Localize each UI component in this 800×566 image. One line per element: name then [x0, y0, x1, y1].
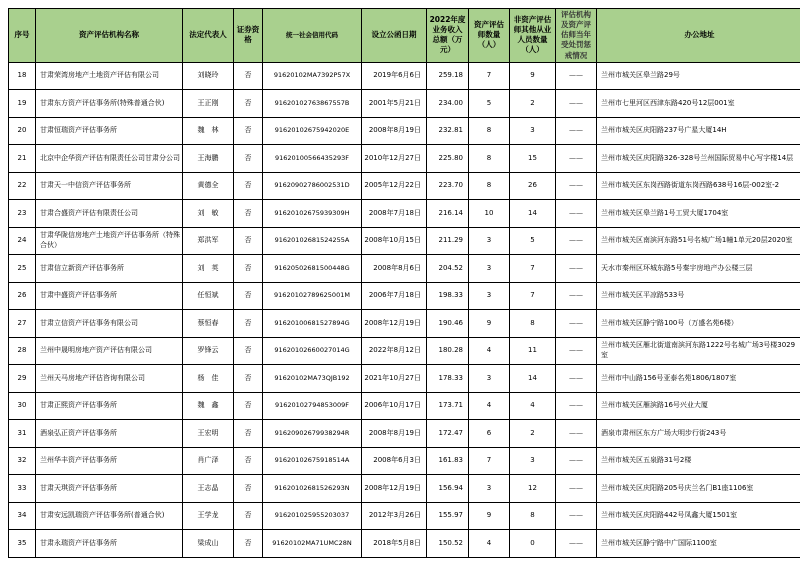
cell-credit_code: 91620502681500448G — [263, 255, 362, 283]
cell-penalty: —— — [556, 310, 597, 338]
cell-address: 兰州市七里河区西津东路420号12层001室 — [597, 90, 800, 118]
cell-penalty: —— — [556, 90, 597, 118]
cell-address: 兰州市城关区庆阳路442号凤鑫大厦1501室 — [597, 502, 800, 530]
cell-name: 甘肃东方资产评估事务所(特殊普通合伙) — [36, 90, 183, 118]
cell-penalty: —— — [556, 392, 597, 420]
cell-established: 2008年7月18日 — [362, 200, 427, 228]
cell-established: 2006年7月18日 — [362, 282, 427, 310]
cell-securities: 否 — [234, 62, 263, 90]
cell-non_appraisers: 2 — [510, 90, 556, 118]
cell-appraisers: 8 — [469, 172, 510, 200]
cell-non_appraisers: 8 — [510, 310, 556, 338]
cell-credit_code: 91620100681527894G — [263, 310, 362, 338]
cell-non_appraisers: 0 — [510, 530, 556, 558]
cell-securities: 否 — [234, 282, 263, 310]
cell-legal_rep: 魏 林 — [183, 117, 234, 145]
cell-non_appraisers: 3 — [510, 447, 556, 475]
cell-penalty: —— — [556, 447, 597, 475]
cell-securities: 否 — [234, 172, 263, 200]
table-row — [9, 447, 800, 475]
cell-securities: 否 — [234, 310, 263, 338]
cell-securities: 否 — [234, 365, 263, 393]
cell-address: 兰州市城关区平凉路533号 — [597, 282, 800, 310]
table-row — [9, 62, 800, 90]
cell-securities: 否 — [234, 337, 263, 365]
cell-appraisers: 3 — [469, 255, 510, 283]
table-row — [9, 90, 800, 118]
cell-legal_rep: 梁成山 — [183, 530, 234, 558]
cell-non_appraisers: 2 — [510, 420, 556, 448]
cell-name: 兰州华丰资产评估事务所 — [36, 447, 183, 475]
cell-penalty: —— — [556, 117, 597, 145]
cell-index: 22 — [9, 172, 36, 200]
cell-penalty: —— — [556, 255, 597, 283]
cell-appraisers: 10 — [469, 200, 510, 228]
table-row — [9, 475, 800, 503]
col-header-address: 办公地址 — [597, 9, 800, 63]
cell-established: 2005年12月22日 — [362, 172, 427, 200]
cell-non_appraisers: 26 — [510, 172, 556, 200]
table-row — [9, 227, 800, 255]
cell-name: 甘肃信立新资产评估事务所 — [36, 255, 183, 283]
cell-credit_code: 91620102MA7392P57X — [263, 62, 362, 90]
cell-name: 甘肃合盛资产评估有限责任公司 — [36, 200, 183, 228]
table-row — [9, 172, 800, 200]
cell-established: 2021年10月27日 — [362, 365, 427, 393]
cell-index: 28 — [9, 337, 36, 365]
cell-appraisers: 9 — [469, 502, 510, 530]
cell-legal_rep: 蔡恒春 — [183, 310, 234, 338]
cell-appraisers: 7 — [469, 62, 510, 90]
cell-penalty: —— — [556, 145, 597, 173]
cell-address: 兰州市城关区南滨河东路51号名城广场1幢1单元20层2020室 — [597, 227, 800, 255]
cell-penalty: —— — [556, 420, 597, 448]
col-header-name: 资产评估机构名称 — [36, 9, 183, 63]
cell-income: 232.81 — [427, 117, 469, 145]
header-row — [9, 9, 800, 63]
cell-legal_rep: 王学龙 — [183, 502, 234, 530]
cell-established: 2008年6月3日 — [362, 447, 427, 475]
cell-appraisers: 4 — [469, 392, 510, 420]
cell-name: 甘肃中盛资产评估事务所 — [36, 282, 183, 310]
cell-name: 甘肃天一中信资产评估事务所 — [36, 172, 183, 200]
cell-income: 156.94 — [427, 475, 469, 503]
cell-address: 兰州市城关区东岗西路街道东岗西路638号16层-002室-2 — [597, 172, 800, 200]
cell-credit_code: 91620102763867557B — [263, 90, 362, 118]
spreadsheet-page — [8, 8, 800, 558]
cell-securities: 否 — [234, 255, 263, 283]
cell-legal_rep: 王宏明 — [183, 420, 234, 448]
cell-appraisers: 3 — [469, 282, 510, 310]
table-row — [9, 255, 800, 283]
cell-securities: 否 — [234, 90, 263, 118]
cell-penalty: —— — [556, 227, 597, 255]
cell-established: 2008年10月15日 — [362, 227, 427, 255]
cell-income: 180.28 — [427, 337, 469, 365]
cell-non_appraisers: 8 — [510, 502, 556, 530]
table-body — [9, 62, 800, 557]
cell-legal_rep: 黄德全 — [183, 172, 234, 200]
cell-index: 34 — [9, 502, 36, 530]
cell-name: 甘肃永瑞资产评估事务所 — [36, 530, 183, 558]
col-header-credit_code: 统一社会信用代码 — [263, 9, 362, 63]
cell-income: 223.70 — [427, 172, 469, 200]
cell-address: 酒泉市肃州区东方广场大明步行街243号 — [597, 420, 800, 448]
col-header-income: 2022年度业务收入总额（万元） — [427, 9, 469, 63]
cell-non_appraisers: 15 — [510, 145, 556, 173]
cell-established: 2008年8月6日 — [362, 255, 427, 283]
table-row — [9, 310, 800, 338]
cell-appraisers: 9 — [469, 310, 510, 338]
cell-address: 兰州市城关区雁滨路16号兴业大厦 — [597, 392, 800, 420]
cell-non_appraisers: 12 — [510, 475, 556, 503]
cell-legal_rep: 刘晓玲 — [183, 62, 234, 90]
cell-credit_code: 91620100566435293F — [263, 145, 362, 173]
cell-name: 兰州天马房地产评估咨询有限公司 — [36, 365, 183, 393]
cell-income: 161.83 — [427, 447, 469, 475]
cell-index: 33 — [9, 475, 36, 503]
cell-credit_code: 916201025955203037 — [263, 502, 362, 530]
table-row — [9, 365, 800, 393]
cell-established: 2008年8月19日 — [362, 420, 427, 448]
cell-established: 2008年12月19日 — [362, 475, 427, 503]
cell-credit_code: 91620102MA73QJB192 — [263, 365, 362, 393]
cell-appraisers: 3 — [469, 475, 510, 503]
cell-securities: 否 — [234, 420, 263, 448]
cell-appraisers: 8 — [469, 117, 510, 145]
cell-non_appraisers: 11 — [510, 337, 556, 365]
cell-index: 26 — [9, 282, 36, 310]
cell-legal_rep: 魏 鑫 — [183, 392, 234, 420]
cell-address: 兰州市城关区皋兰路1号工贸大厦1704室 — [597, 200, 800, 228]
cell-index: 24 — [9, 227, 36, 255]
cell-index: 23 — [9, 200, 36, 228]
cell-legal_rep: 任恒斌 — [183, 282, 234, 310]
appraisal-institutions-table — [8, 8, 800, 558]
cell-established: 2022年8月12日 — [362, 337, 427, 365]
cell-address: 兰州市中山路156号亚泰名苑1806/1807室 — [597, 365, 800, 393]
cell-appraisers: 7 — [469, 447, 510, 475]
cell-address: 兰州市城关区静宁路100号（万盛名苑6楼） — [597, 310, 800, 338]
cell-income: 259.18 — [427, 62, 469, 90]
cell-index: 19 — [9, 90, 36, 118]
cell-securities: 否 — [234, 530, 263, 558]
cell-non_appraisers: 5 — [510, 227, 556, 255]
table-row — [9, 145, 800, 173]
cell-penalty: —— — [556, 282, 597, 310]
cell-address: 兰州市城关区雁北街道南滨河东路1222号名城广场3号楼3029室 — [597, 337, 800, 365]
cell-legal_rep: 郑洪军 — [183, 227, 234, 255]
cell-penalty: —— — [556, 172, 597, 200]
cell-non_appraisers: 4 — [510, 392, 556, 420]
cell-credit_code: 91620102675939309H — [263, 200, 362, 228]
cell-index: 18 — [9, 62, 36, 90]
cell-address: 兰州市城关区静宁路中广国际1100室 — [597, 530, 800, 558]
col-header-legal_rep: 法定代表人 — [183, 9, 234, 63]
cell-income: 204.52 — [427, 255, 469, 283]
cell-address: 天水市秦州区环城东路5号秦宇房地产办公楼三层 — [597, 255, 800, 283]
cell-legal_rep: 罗锋云 — [183, 337, 234, 365]
cell-income: 155.97 — [427, 502, 469, 530]
cell-penalty: —— — [556, 475, 597, 503]
cell-credit_code: 91620102675942020E — [263, 117, 362, 145]
cell-index: 25 — [9, 255, 36, 283]
cell-legal_rep: 刘 敏 — [183, 200, 234, 228]
cell-name: 甘肃荣湾房地产土地资产评估有限公司 — [36, 62, 183, 90]
cell-income: 173.71 — [427, 392, 469, 420]
cell-name: 甘肃恒瑞资产评估事务所 — [36, 117, 183, 145]
col-header-securities: 证券资格 — [234, 9, 263, 63]
cell-index: 21 — [9, 145, 36, 173]
cell-name: 甘肃正熙资产评估事务所 — [36, 392, 183, 420]
cell-index: 29 — [9, 365, 36, 393]
cell-legal_rep: 王正刚 — [183, 90, 234, 118]
cell-credit_code: 91620902786002531D — [263, 172, 362, 200]
cell-appraisers: 8 — [469, 145, 510, 173]
cell-securities: 否 — [234, 200, 263, 228]
col-header-non_appraisers: 非资产评估师其他从业人员数量（人） — [510, 9, 556, 63]
cell-securities: 否 — [234, 502, 263, 530]
cell-established: 2012年3月26日 — [362, 502, 427, 530]
cell-penalty: —— — [556, 62, 597, 90]
cell-income: 172.47 — [427, 420, 469, 448]
cell-established: 2008年8月19日 — [362, 117, 427, 145]
cell-index: 35 — [9, 530, 36, 558]
cell-penalty: —— — [556, 530, 597, 558]
cell-appraisers: 3 — [469, 365, 510, 393]
cell-legal_rep: 刘 英 — [183, 255, 234, 283]
table-row — [9, 282, 800, 310]
cell-credit_code: 91620102MA71UMC28N — [263, 530, 362, 558]
cell-securities: 否 — [234, 392, 263, 420]
table-row — [9, 117, 800, 145]
cell-name: 甘肃立信资产评估事务有限公司 — [36, 310, 183, 338]
cell-credit_code: 91620102681526293N — [263, 475, 362, 503]
cell-income: 225.80 — [427, 145, 469, 173]
cell-name: 兰州中晟明房地产资产评估有限公司 — [36, 337, 183, 365]
cell-name: 酒泉弘正资产评估事务所 — [36, 420, 183, 448]
table-row — [9, 392, 800, 420]
cell-income: 211.29 — [427, 227, 469, 255]
table-header — [9, 9, 800, 63]
cell-non_appraisers: 7 — [510, 255, 556, 283]
cell-index: 32 — [9, 447, 36, 475]
cell-income: 178.33 — [427, 365, 469, 393]
cell-credit_code: 91620102794853009F — [263, 392, 362, 420]
cell-appraisers: 4 — [469, 337, 510, 365]
cell-address: 兰州市城关区庆阳路326-328号兰州国际贸易中心写字楼14层 — [597, 145, 800, 173]
table-row — [9, 420, 800, 448]
table-row — [9, 530, 800, 558]
cell-credit_code: 91620902679938294R — [263, 420, 362, 448]
cell-non_appraisers: 14 — [510, 365, 556, 393]
cell-securities: 否 — [234, 227, 263, 255]
cell-penalty: —— — [556, 502, 597, 530]
cell-established: 2008年12月19日 — [362, 310, 427, 338]
cell-address: 兰州市城关区庆阳路237号广星大厦14H — [597, 117, 800, 145]
cell-index: 30 — [9, 392, 36, 420]
cell-penalty: —— — [556, 200, 597, 228]
cell-income: 234.00 — [427, 90, 469, 118]
cell-income: 150.52 — [427, 530, 469, 558]
cell-securities: 否 — [234, 475, 263, 503]
cell-securities: 否 — [234, 145, 263, 173]
cell-address: 兰州市城关区五泉路31号2楼 — [597, 447, 800, 475]
cell-legal_rep: 杨 佳 — [183, 365, 234, 393]
cell-established: 2018年5月8日 — [362, 530, 427, 558]
col-header-penalty: 评估机构及资产评估师当年受处罚惩戒情况 — [556, 9, 597, 63]
cell-legal_rep: 王志晶 — [183, 475, 234, 503]
table-row — [9, 337, 800, 365]
cell-established: 2006年10月17日 — [362, 392, 427, 420]
cell-non_appraisers: 14 — [510, 200, 556, 228]
cell-income: 190.46 — [427, 310, 469, 338]
cell-non_appraisers: 9 — [510, 62, 556, 90]
cell-non_appraisers: 3 — [510, 117, 556, 145]
cell-appraisers: 4 — [469, 530, 510, 558]
cell-index: 31 — [9, 420, 36, 448]
cell-credit_code: 91620102789625001M — [263, 282, 362, 310]
cell-legal_rep: 肖广泽 — [183, 447, 234, 475]
cell-penalty: —— — [556, 337, 597, 365]
table-row — [9, 200, 800, 228]
cell-legal_rep: 王海鹏 — [183, 145, 234, 173]
cell-established: 2010年12月27日 — [362, 145, 427, 173]
cell-appraisers: 5 — [469, 90, 510, 118]
cell-name: 甘肃天琪资产评估事务所 — [36, 475, 183, 503]
cell-credit_code: 91620102660027014G — [263, 337, 362, 365]
cell-established: 2001年5月21日 — [362, 90, 427, 118]
cell-appraisers: 6 — [469, 420, 510, 448]
col-header-index: 序号 — [9, 9, 36, 63]
cell-credit_code: 91620102681524255A — [263, 227, 362, 255]
cell-established: 2019年6月6日 — [362, 62, 427, 90]
col-header-appraisers: 资产评估师数量（人） — [469, 9, 510, 63]
cell-securities: 否 — [234, 447, 263, 475]
col-header-established: 设立公函日期 — [362, 9, 427, 63]
cell-name: 北京中企华资产评估有限责任公司甘肃分公司 — [36, 145, 183, 173]
table-row — [9, 502, 800, 530]
cell-securities: 否 — [234, 117, 263, 145]
cell-name: 甘肃华陇信房地产土地资产评估事务所（特殊合伙） — [36, 227, 183, 255]
cell-address: 兰州市城关区皋兰路29号 — [597, 62, 800, 90]
cell-non_appraisers: 7 — [510, 282, 556, 310]
cell-penalty: —— — [556, 365, 597, 393]
cell-income: 198.33 — [427, 282, 469, 310]
cell-credit_code: 91620102675918514A — [263, 447, 362, 475]
cell-appraisers: 3 — [469, 227, 510, 255]
cell-address: 兰州市城关区庆阳路205号庆兰名门B1座1106室 — [597, 475, 800, 503]
cell-index: 27 — [9, 310, 36, 338]
cell-name: 甘肃安远凯瑞资产评估事务所(普通合伙) — [36, 502, 183, 530]
cell-income: 216.14 — [427, 200, 469, 228]
cell-index: 20 — [9, 117, 36, 145]
